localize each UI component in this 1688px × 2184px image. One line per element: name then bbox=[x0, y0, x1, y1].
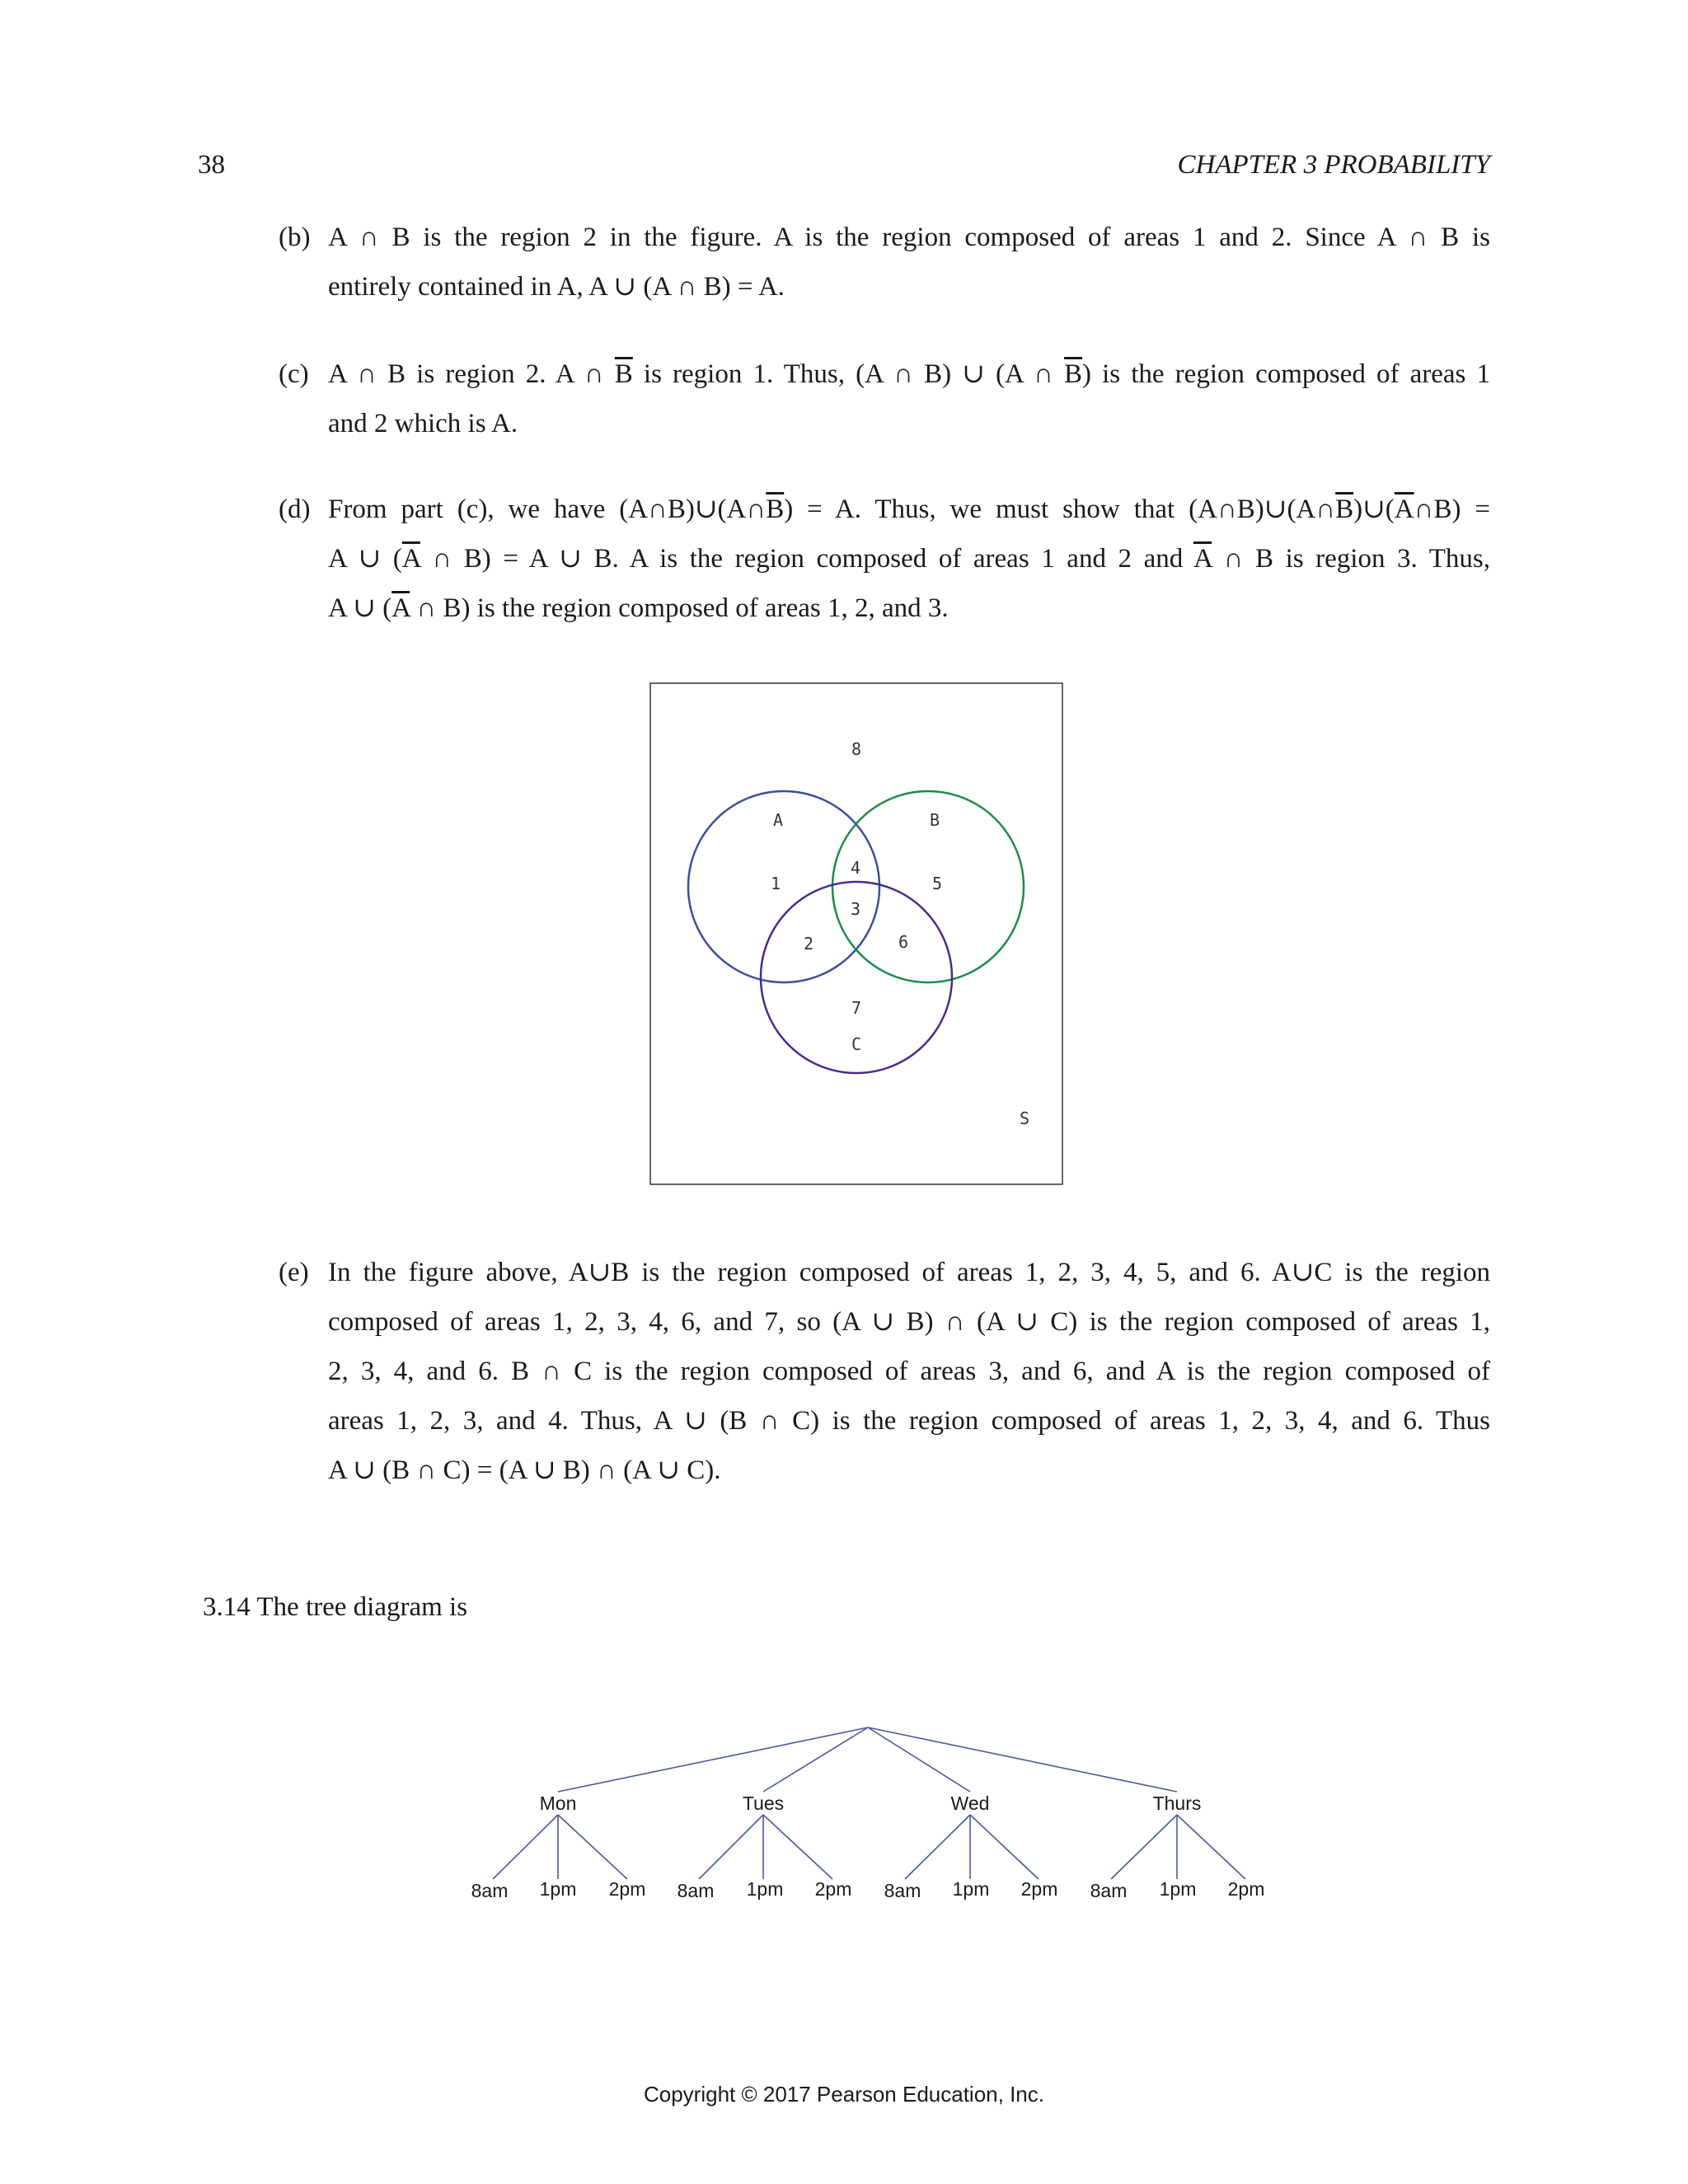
part-e-line-5: A ∪ (B ∩ C) = (A ∪ B) ∩ (A ∪ C). bbox=[328, 1455, 721, 1485]
venn-label-6: 6 bbox=[898, 932, 909, 952]
tree-branches bbox=[493, 1727, 1245, 1879]
venn-label-7: 7 bbox=[851, 998, 862, 1018]
tree-day-mon: Mon bbox=[539, 1793, 577, 1814]
venn-label-s: S bbox=[1019, 1108, 1030, 1128]
tree-day-wed: Wed bbox=[950, 1793, 990, 1814]
copyright-footer: Copyright © 2017 Pearson Education, Inc. bbox=[643, 2082, 1044, 2107]
part-e-line-3: 2, 3, 4, and 6. B ∩ C is the region composed of areas 3, and 6, and A is the region composed of bbox=[328, 1357, 1490, 1386]
venn-diagram bbox=[649, 682, 1063, 1185]
part-b-line-2: entirely contained in A, A ∪ (A ∩ B) = A. bbox=[328, 272, 785, 302]
tree-time: 8am bbox=[471, 1880, 509, 1901]
part-c-label: (c) bbox=[279, 359, 309, 389]
venn-label-a: A bbox=[772, 810, 784, 830]
venn-label-2: 2 bbox=[803, 934, 814, 954]
tree-time: 8am bbox=[884, 1880, 921, 1901]
venn-label-8: 8 bbox=[851, 739, 862, 759]
tree-time: 1pm bbox=[746, 1878, 784, 1900]
part-e-line-4: areas 1, 2, 3, and 4. Thus, A ∪ (B ∩ C) is the region composed of areas 1, 2, 3, 4, and 6. Thus bbox=[328, 1406, 1490, 1436]
tree-time: 2pm bbox=[814, 1878, 852, 1900]
tree-day-thurs: Thurs bbox=[1152, 1793, 1202, 1814]
part-c bbox=[280, 349, 1490, 448]
part-c-line-1: A ∩ B is region 2. A ∩ $\overline{B}$ is region 1. Thus, (A ∩ B) ∪ (A ∩ $\overline{B}$) is the region composed of areas 1 bbox=[328, 359, 1490, 389]
part-e-label: (e) bbox=[279, 1258, 309, 1287]
venn-label-b: B bbox=[929, 810, 940, 830]
venn-label-5: 5 bbox=[931, 874, 943, 893]
tree-time: 2pm bbox=[608, 1878, 646, 1900]
part-c-line-2: and 2 which is A. bbox=[328, 409, 518, 438]
tree-time: 1pm bbox=[539, 1878, 577, 1900]
tree-time: 2pm bbox=[1020, 1878, 1058, 1900]
part-b-label: (b) bbox=[279, 223, 311, 252]
tree-day-tues: Tues bbox=[742, 1793, 785, 1814]
part-e-line-1: In the figure above, A∪B is the region composed of areas 1, 2, 3, 4, 5, and 6. A∪C is the region bbox=[328, 1258, 1490, 1287]
venn-label-c: C bbox=[851, 1034, 862, 1054]
tree-time: 8am bbox=[1090, 1880, 1128, 1901]
part-d-line-3: A ∪ ($\overline{A}$ ∩ B) is the region composed of areas 1, 2, and 3. bbox=[328, 593, 949, 623]
tree-time: 1pm bbox=[952, 1878, 990, 1900]
part-d bbox=[280, 485, 1490, 633]
part-b-line-1: A ∩ B is the region 2 in the figure. A is the region composed of areas 1 and 2. Since A ∩ B is bbox=[328, 223, 1490, 252]
tree-time: 1pm bbox=[1159, 1878, 1197, 1900]
venn-label-1: 1 bbox=[770, 874, 781, 893]
part-d-label: (d) bbox=[279, 494, 311, 524]
part-e bbox=[280, 1248, 1490, 1495]
tree-diagram bbox=[462, 1722, 1286, 1912]
section-3-14-heading: 3.14 The tree diagram is bbox=[203, 1592, 468, 1622]
tree-time: 2pm bbox=[1227, 1878, 1265, 1900]
part-e-line-2: composed of areas 1, 2, 3, 4, 6, and 7, so (A ∪ B) ∩ (A ∪ C) is the region composed of areas 1, bbox=[328, 1307, 1490, 1337]
tree-time: 8am bbox=[677, 1880, 715, 1901]
part-d-line-1: From part (c), we have $(A\cap B)\cup(A\cap\overline{B}) = A$. Thus, we must show that $(A\cap B)\cup(A\cap\overline{B})\cup(\overline{A}\cap B)$ = bbox=[328, 494, 1491, 524]
venn-label-3: 3 bbox=[850, 899, 861, 919]
running-head: CHAPTER 3 PROBABILITY bbox=[1177, 150, 1490, 180]
venn-label-4: 4 bbox=[850, 858, 861, 878]
page-number: 38 bbox=[198, 150, 225, 180]
part-b bbox=[280, 213, 1490, 312]
part-d-line-2: A ∪ ($\overline{A}$ ∩ B) = A ∪ B. A is the region composed of areas 1 and 2 and $\overline{A}$ ∩ B is region 3. Thus, bbox=[328, 544, 1491, 574]
